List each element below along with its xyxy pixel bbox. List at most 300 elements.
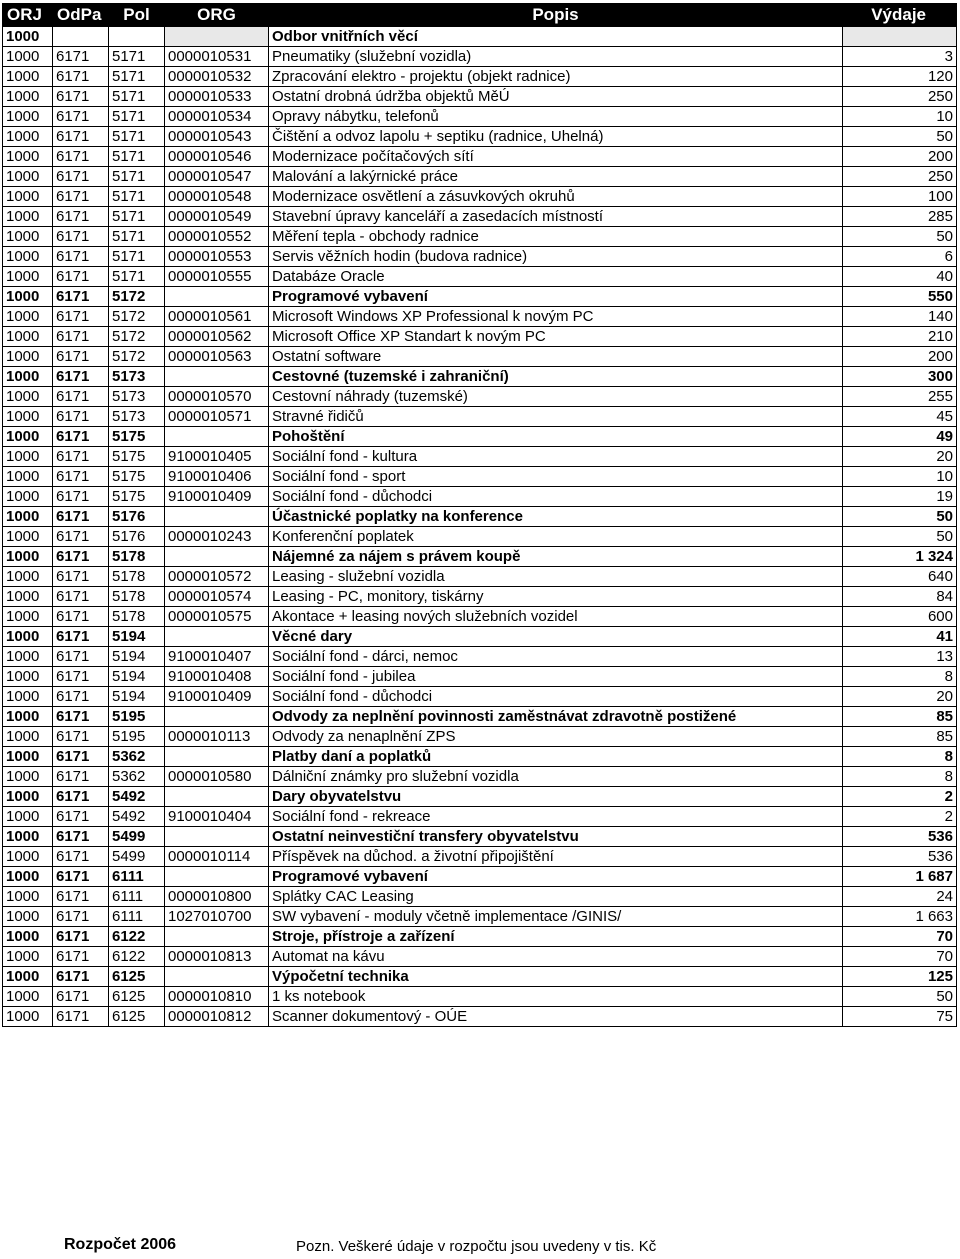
cell-orj: 1000 (3, 867, 53, 887)
table-row-subtotal (3, 287, 957, 307)
cell-vydaje: 285 (843, 207, 957, 227)
cell-popis: Ostatní software (269, 347, 843, 367)
table-row (3, 687, 957, 707)
cell-orj: 1000 (3, 587, 53, 607)
cell-vydaje: 19 (843, 487, 957, 507)
cell-odpa: 6171 (53, 867, 109, 887)
cell-pol: 5492 (109, 787, 165, 807)
cell-popis: Sociální fond - důchodci (269, 487, 843, 507)
cell-org: 0000010813 (165, 947, 269, 967)
table-row-subtotal (3, 627, 957, 647)
cell-vydaje: 640 (843, 567, 957, 587)
cell-odpa: 6171 (53, 927, 109, 947)
cell-popis: Konferenční poplatek (269, 527, 843, 547)
cell-vydaje: 2 (843, 787, 957, 807)
cell-odpa: 6171 (53, 907, 109, 927)
cell-orj: 1000 (3, 687, 53, 707)
cell-vydaje: 49 (843, 427, 957, 447)
cell-vydaje: 20 (843, 447, 957, 467)
table-row (3, 187, 957, 207)
cell-odpa: 6171 (53, 727, 109, 747)
cell-odpa: 6171 (53, 947, 109, 967)
cell-pol: 5499 (109, 827, 165, 847)
cell-odpa: 6171 (53, 467, 109, 487)
cell-odpa: 6171 (53, 187, 109, 207)
table-row (3, 267, 957, 287)
cell-pol: 5362 (109, 767, 165, 787)
cell-vydaje: 13 (843, 647, 957, 667)
cell-pol: 5171 (109, 127, 165, 147)
cell-orj: 1000 (3, 647, 53, 667)
cell-vydaje: 50 (843, 507, 957, 527)
cell-vydaje: 536 (843, 847, 957, 867)
cell-org: 0000010532 (165, 67, 269, 87)
cell-org: 9100010409 (165, 687, 269, 707)
cell-vydaje: 70 (843, 927, 957, 947)
cell-popis: Automat na kávu (269, 947, 843, 967)
cell-pol: 5171 (109, 247, 165, 267)
cell-orj: 1000 (3, 47, 53, 67)
cell-org (165, 507, 269, 527)
footer-note: Pozn. Veškeré údaje v rozpočtu jsou uvedeny v tis. Kč (296, 1238, 657, 1255)
cell-vydaje: 8 (843, 747, 957, 767)
header-vydaje: Výdaje (843, 4, 957, 27)
cell-orj: 1000 (3, 447, 53, 467)
header-pol: Pol (109, 4, 165, 27)
department-row (3, 27, 957, 47)
cell-pol: 5178 (109, 567, 165, 587)
cell-odpa: 6171 (53, 1007, 109, 1027)
cell-orj: 1000 (3, 1007, 53, 1027)
table-row (3, 47, 957, 67)
table-row (3, 947, 957, 967)
cell-popis: Sociální fond - důchodci (269, 687, 843, 707)
cell-popis: Pneumatiky (služební vozidla) (269, 47, 843, 67)
cell-odpa: 6171 (53, 627, 109, 647)
table-row (3, 987, 957, 1007)
cell-org: 0000010574 (165, 587, 269, 607)
department-vydaje-empty (843, 27, 957, 47)
table-row-subtotal (3, 707, 957, 727)
cell-org: 0000010561 (165, 307, 269, 327)
cell-odpa: 6171 (53, 387, 109, 407)
cell-org: 0000010534 (165, 107, 269, 127)
cell-popis: Čištění a odvoz lapolu + septiku (radnice, Uhelná) (269, 127, 843, 147)
cell-orj: 1000 (3, 147, 53, 167)
header-orj: ORJ (3, 4, 53, 27)
cell-pol: 5499 (109, 847, 165, 867)
cell-pol: 5172 (109, 307, 165, 327)
cell-popis: Malování a lakýrnické práce (269, 167, 843, 187)
cell-pol: 5173 (109, 407, 165, 427)
cell-odpa: 6171 (53, 667, 109, 687)
cell-org (165, 547, 269, 567)
table-row (3, 607, 957, 627)
cell-pol: 5176 (109, 507, 165, 527)
cell-vydaje: 120 (843, 67, 957, 87)
table-row (3, 127, 957, 147)
department-odpa-empty (53, 27, 109, 47)
cell-popis: Cestovné (tuzemské i zahraniční) (269, 367, 843, 387)
cell-orj: 1000 (3, 347, 53, 367)
cell-popis: Účastnické poplatky na konference (269, 507, 843, 527)
cell-vydaje: 85 (843, 727, 957, 747)
cell-odpa: 6171 (53, 767, 109, 787)
cell-orj: 1000 (3, 467, 53, 487)
table-row (3, 887, 957, 907)
cell-vydaje: 50 (843, 127, 957, 147)
cell-popis: Odvody za nenaplnění ZPS (269, 727, 843, 747)
cell-odpa: 6171 (53, 827, 109, 847)
cell-odpa: 6171 (53, 807, 109, 827)
cell-vydaje: 536 (843, 827, 957, 847)
table-row (3, 667, 957, 687)
cell-org (165, 867, 269, 887)
cell-popis: Programové vybavení (269, 867, 843, 887)
cell-vydaje: 140 (843, 307, 957, 327)
cell-pol: 5194 (109, 687, 165, 707)
cell-popis: Pohoštění (269, 427, 843, 447)
cell-pol: 6125 (109, 967, 165, 987)
cell-popis: Scanner dokumentový - OÚE (269, 1007, 843, 1027)
cell-orj: 1000 (3, 207, 53, 227)
table-row (3, 207, 957, 227)
cell-odpa: 6171 (53, 447, 109, 467)
cell-odpa: 6171 (53, 227, 109, 247)
cell-popis: Stavební úpravy kanceláří a zasedacích místností (269, 207, 843, 227)
cell-popis: Databáze Oracle (269, 267, 843, 287)
cell-popis: Zpracování elektro - projektu (objekt radnice) (269, 67, 843, 87)
table-row (3, 387, 957, 407)
cell-vydaje: 1 687 (843, 867, 957, 887)
cell-vydaje: 50 (843, 227, 957, 247)
cell-org (165, 287, 269, 307)
cell-popis: Platby daní a poplatků (269, 747, 843, 767)
cell-odpa: 6171 (53, 287, 109, 307)
cell-popis: Dálniční známky pro služební vozidla (269, 767, 843, 787)
cell-vydaje: 50 (843, 987, 957, 1007)
cell-odpa: 6171 (53, 367, 109, 387)
cell-pol: 5171 (109, 227, 165, 247)
footer-title: Rozpočet 2006 (64, 1236, 177, 1253)
cell-pol: 5171 (109, 147, 165, 167)
budget-sheet (2, 3, 956, 1027)
cell-pol: 5175 (109, 467, 165, 487)
cell-orj: 1000 (3, 387, 53, 407)
table-row (3, 67, 957, 87)
table-row (3, 567, 957, 587)
cell-pol: 5173 (109, 387, 165, 407)
cell-pol: 5171 (109, 67, 165, 87)
cell-popis: Sociální fond - dárci, nemoc (269, 647, 843, 667)
cell-odpa: 6171 (53, 487, 109, 507)
cell-org (165, 747, 269, 767)
cell-org (165, 927, 269, 947)
table-row (3, 487, 957, 507)
cell-pol: 5178 (109, 587, 165, 607)
cell-popis: Příspěvek na důchod. a životní připojištění (269, 847, 843, 867)
cell-vydaje: 41 (843, 627, 957, 647)
cell-org: 0000010546 (165, 147, 269, 167)
cell-pol: 5195 (109, 707, 165, 727)
cell-org: 0000010810 (165, 987, 269, 1007)
cell-pol: 5172 (109, 347, 165, 367)
table-row-subtotal (3, 547, 957, 567)
cell-popis: Sociální fond - jubilea (269, 667, 843, 687)
cell-org: 0000010548 (165, 187, 269, 207)
table-row-subtotal (3, 747, 957, 767)
header-org: ORG (165, 4, 269, 27)
table-row (3, 467, 957, 487)
cell-odpa: 6171 (53, 967, 109, 987)
cell-orj: 1000 (3, 187, 53, 207)
table-row-subtotal (3, 507, 957, 527)
cell-org: 9100010407 (165, 647, 269, 667)
cell-odpa: 6171 (53, 427, 109, 447)
cell-vydaje: 255 (843, 387, 957, 407)
cell-orj: 1000 (3, 707, 53, 727)
cell-vydaje: 6 (843, 247, 957, 267)
cell-pol: 5171 (109, 47, 165, 67)
cell-popis: Servis věžních hodin (budova radnice) (269, 247, 843, 267)
cell-odpa: 6171 (53, 587, 109, 607)
cell-orj: 1000 (3, 787, 53, 807)
department-org-empty (165, 27, 269, 47)
cell-org: 9100010404 (165, 807, 269, 827)
cell-vydaje: 70 (843, 947, 957, 967)
cell-pol: 5171 (109, 207, 165, 227)
cell-pol: 5172 (109, 327, 165, 347)
cell-org (165, 627, 269, 647)
table-row (3, 87, 957, 107)
cell-vydaje: 75 (843, 1007, 957, 1027)
cell-org: 0000010552 (165, 227, 269, 247)
table-row-subtotal (3, 927, 957, 947)
table-row (3, 247, 957, 267)
table-row (3, 107, 957, 127)
cell-pol: 5195 (109, 727, 165, 747)
cell-vydaje: 3 (843, 47, 957, 67)
cell-popis: Programové vybavení (269, 287, 843, 307)
cell-org: 0000010562 (165, 327, 269, 347)
cell-org: 0000010575 (165, 607, 269, 627)
header-row (3, 4, 957, 27)
cell-pol: 6111 (109, 867, 165, 887)
cell-pol: 5194 (109, 627, 165, 647)
cell-popis: Nájemné za nájem s právem koupě (269, 547, 843, 567)
cell-popis: Modernizace počítačových sítí (269, 147, 843, 167)
cell-org: 0000010531 (165, 47, 269, 67)
cell-org: 0000010563 (165, 347, 269, 367)
cell-vydaje: 250 (843, 87, 957, 107)
cell-org (165, 707, 269, 727)
cell-pol: 6111 (109, 907, 165, 927)
cell-orj: 1000 (3, 667, 53, 687)
table-row (3, 167, 957, 187)
cell-vydaje: 200 (843, 147, 957, 167)
table-row (3, 327, 957, 347)
cell-popis: Měření tepla - obchody radnice (269, 227, 843, 247)
cell-orj: 1000 (3, 427, 53, 447)
cell-odpa: 6171 (53, 167, 109, 187)
cell-orj: 1000 (3, 507, 53, 527)
cell-orj: 1000 (3, 927, 53, 947)
cell-vydaje: 200 (843, 347, 957, 367)
cell-pol: 5175 (109, 427, 165, 447)
cell-vydaje: 40 (843, 267, 957, 287)
department-name: Odbor vnitřních věcí (269, 27, 843, 47)
cell-org (165, 827, 269, 847)
cell-org: 0000010113 (165, 727, 269, 747)
cell-odpa: 6171 (53, 107, 109, 127)
cell-org: 0000010243 (165, 527, 269, 547)
cell-vydaje: 85 (843, 707, 957, 727)
cell-odpa: 6171 (53, 747, 109, 767)
cell-popis: SW vybavení - moduly včetně implementace /GINIS/ (269, 907, 843, 927)
cell-odpa: 6171 (53, 67, 109, 87)
cell-odpa: 6171 (53, 327, 109, 347)
table-body (3, 27, 957, 1027)
cell-vydaje: 24 (843, 887, 957, 907)
cell-org: 0000010555 (165, 267, 269, 287)
cell-pol: 6111 (109, 887, 165, 907)
cell-org (165, 967, 269, 987)
cell-org: 0000010571 (165, 407, 269, 427)
table-row (3, 647, 957, 667)
cell-vydaje: 84 (843, 587, 957, 607)
cell-vydaje: 10 (843, 107, 957, 127)
cell-orj: 1000 (3, 987, 53, 1007)
table-row (3, 587, 957, 607)
cell-pol: 5175 (109, 487, 165, 507)
cell-pol: 5175 (109, 447, 165, 467)
cell-vydaje: 600 (843, 607, 957, 627)
cell-odpa: 6171 (53, 687, 109, 707)
cell-orj: 1000 (3, 527, 53, 547)
table-row-subtotal (3, 367, 957, 387)
table-row (3, 307, 957, 327)
cell-pol: 5194 (109, 667, 165, 687)
cell-pol: 6122 (109, 947, 165, 967)
cell-org: 0000010812 (165, 1007, 269, 1027)
cell-pol: 5176 (109, 527, 165, 547)
cell-popis: Splátky CAC Leasing (269, 887, 843, 907)
cell-popis: Leasing - služební vozidla (269, 567, 843, 587)
cell-orj: 1000 (3, 947, 53, 967)
cell-org: 0000010547 (165, 167, 269, 187)
cell-vydaje: 20 (843, 687, 957, 707)
table-row-subtotal (3, 427, 957, 447)
cell-popis: Modernizace osvětlení a zásuvkových okruhů (269, 187, 843, 207)
cell-org: 0000010572 (165, 567, 269, 587)
table-row (3, 1007, 957, 1027)
cell-popis: Dary obyvatelstvu (269, 787, 843, 807)
cell-pol: 5194 (109, 647, 165, 667)
table-row (3, 767, 957, 787)
cell-pol: 5171 (109, 87, 165, 107)
cell-orj: 1000 (3, 287, 53, 307)
cell-orj: 1000 (3, 267, 53, 287)
cell-vydaje: 1 324 (843, 547, 957, 567)
table-row-subtotal (3, 787, 957, 807)
cell-orj: 1000 (3, 607, 53, 627)
cell-odpa: 6171 (53, 647, 109, 667)
cell-orj: 1000 (3, 107, 53, 127)
cell-vydaje: 8 (843, 767, 957, 787)
cell-org: 0000010533 (165, 87, 269, 107)
table-row (3, 907, 957, 927)
cell-popis: Ostatní drobná údržba objektů MěÚ (269, 87, 843, 107)
header-odpa: OdPa (53, 4, 109, 27)
cell-vydaje: 125 (843, 967, 957, 987)
table-row-subtotal (3, 967, 957, 987)
cell-pol: 5178 (109, 607, 165, 627)
cell-pol: 5362 (109, 747, 165, 767)
department-pol-empty (109, 27, 165, 47)
table-row-subtotal (3, 827, 957, 847)
cell-orj: 1000 (3, 827, 53, 847)
cell-popis: Ostatní neinvestiční transfery obyvatelstvu (269, 827, 843, 847)
cell-popis: Microsoft Office XP Standart k novým PC (269, 327, 843, 347)
cell-pol: 5171 (109, 187, 165, 207)
table-row (3, 347, 957, 367)
cell-pol: 5173 (109, 367, 165, 387)
cell-org (165, 427, 269, 447)
cell-orj: 1000 (3, 227, 53, 247)
cell-odpa: 6171 (53, 787, 109, 807)
cell-org (165, 367, 269, 387)
cell-pol: 5178 (109, 547, 165, 567)
cell-popis: Sociální fond - rekreace (269, 807, 843, 827)
cell-popis: Výpočetní technika (269, 967, 843, 987)
cell-orj: 1000 (3, 247, 53, 267)
cell-orj: 1000 (3, 167, 53, 187)
cell-orj: 1000 (3, 67, 53, 87)
cell-org: 0000010549 (165, 207, 269, 227)
cell-vydaje: 250 (843, 167, 957, 187)
cell-org: 9100010408 (165, 667, 269, 687)
table-row (3, 407, 957, 427)
cell-odpa: 6171 (53, 607, 109, 627)
cell-orj: 1000 (3, 407, 53, 427)
cell-popis: Odvody za neplnění povinnosti zaměstnávat zdravotně postižené (269, 707, 843, 727)
header-popis: Popis (269, 4, 843, 27)
cell-orj: 1000 (3, 847, 53, 867)
cell-vydaje: 210 (843, 327, 957, 347)
cell-odpa: 6171 (53, 987, 109, 1007)
table-row (3, 447, 957, 467)
cell-pol: 5171 (109, 167, 165, 187)
cell-orj: 1000 (3, 727, 53, 747)
cell-popis: Stravné řidičů (269, 407, 843, 427)
cell-pol: 5171 (109, 107, 165, 127)
cell-orj: 1000 (3, 747, 53, 767)
cell-odpa: 6171 (53, 247, 109, 267)
cell-popis: Věcné dary (269, 627, 843, 647)
cell-odpa: 6171 (53, 127, 109, 147)
cell-org: 9100010409 (165, 487, 269, 507)
cell-odpa: 6171 (53, 207, 109, 227)
cell-orj: 1000 (3, 627, 53, 647)
cell-pol: 6125 (109, 987, 165, 1007)
cell-popis: Sociální fond - kultura (269, 447, 843, 467)
cell-vydaje: 1 663 (843, 907, 957, 927)
cell-orj: 1000 (3, 487, 53, 507)
cell-org: 9100010406 (165, 467, 269, 487)
cell-org: 9100010405 (165, 447, 269, 467)
cell-popis: Microsoft Windows XP Professional k novým PC (269, 307, 843, 327)
department-orj: 1000 (3, 27, 53, 47)
